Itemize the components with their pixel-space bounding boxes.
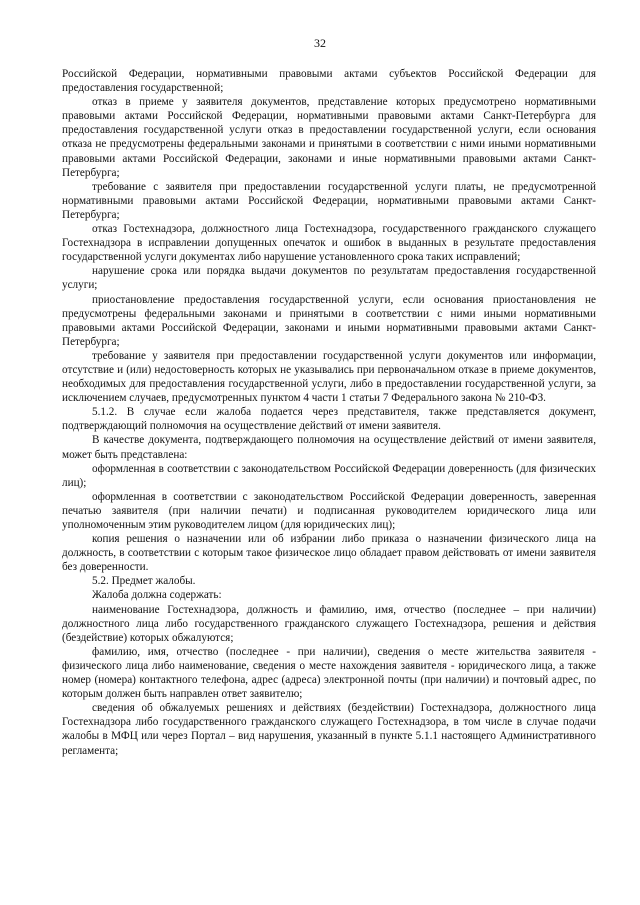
paragraph: копия решения о назначении или об избрании либо приказа о назначении физического лица на должность, в соответствии с которым такое физическое лицо обладает правом действовать от имени заявителя без доверенности.	[62, 533, 596, 574]
section-heading: 5.2. Предмет жалобы.	[92, 575, 196, 588]
paragraph: 5.1.2. В случае если жалоба подается через представителя, также представляется документ, подтверждающий полномочия на осуществление действий от имени заявителя.	[62, 406, 596, 433]
page-number: 32	[314, 36, 326, 50]
document-body	[62, 67, 596, 758]
paragraph: Российской Федерации, нормативными правовыми актами субъектов Российской Федерации для предоставления государственной;	[62, 68, 596, 95]
paragraph: наименование Гостехнадзора, должность и фамилию, имя, отчество (последнее – при наличии) должностного лица либо государственного гражданского служащего Гостехнадзора, решения и действия (бездействие) которых обжалуются;	[62, 603, 596, 644]
paragraph: требование у заявителя при предоставлении государственной услуги документов или информации, отсутствие и (или) недостоверность которых не указывались при первоначальном отказе в приеме документов, необходимых для предоставления государственной услуги, либо в предоставлении государственной услуги, за исключением случаев, предусмотренных пунктом 4 части 1 статьи 7 Федерального закона № 210-ФЗ.	[62, 349, 596, 405]
paragraph: фамилию, имя, отчество (последнее - при наличии), сведения о месте жительства заявителя - физического лица либо наименование, сведения о месте нахождения заявителя - юридического лица, а также номер (номера) контактного телефона, адрес (адреса) электронной почты (при наличии) и почтовый адрес, по которым должен быть направлен ответ заявителю;	[62, 645, 596, 701]
paragraph: оформленная в соответствии с законодательством Российской Федерации доверенность, заверенная печатью заявителя (при наличии печати) и подписанная руководителем юридического лица или уполномоченным этим руководителем лицом (для юридических лиц);	[62, 490, 596, 531]
paragraph: требование с заявителя при предоставлении государственной услуги платы, не предусмотренной нормативными правовыми актами Российской Федерации, нормативными правовыми актами Санкт-Петербурга;	[62, 180, 596, 221]
paragraph: В качестве документа, подтверждающего полномочия на осуществление действий от имени заявителя, может быть представлена:	[62, 434, 596, 461]
paragraph: Жалоба должна содержать:	[92, 589, 222, 602]
paragraph: сведения об обжалуемых решениях и действиях (бездействии) Гостехнадзора, должностного лица Гостехнадзора либо государственного гражданского служащего Гостехнадзора, в том числе в случае подачи жалобы в МФЦ или через Портал – вид нарушения, указанный в пункте 5.1.1 настоящего Административного регламента;	[62, 702, 596, 757]
paragraph: приостановление предоставления государственной услуги, если основания приостановления не предусмотрены федеральными законами и принятыми в соответствии с ними иными нормативными правовыми актами Российской Федерации, законами и иными нормативными правовыми актами Санкт-Петербурга;	[62, 293, 596, 348]
paragraph: отказ Гостехнадзора, должностного лица Гостехнадзора, государственного гражданского служащего Гостехнадзора в исправлении допущенных опечаток и ошибок в выданных в результате предоставления государственной услуги документах либо нарушение установленного срока таких исправлений;	[62, 223, 596, 264]
paragraph: нарушение срока или порядка выдачи документов по результатам предоставления государственной услуги;	[62, 265, 596, 292]
paragraph: оформленная в соответствии с законодательством Российской Федерации доверенность (для физических лиц);	[62, 462, 596, 489]
paragraph: отказ в приеме у заявителя документов, представление которых предусмотрено нормативными правовыми актами Российской Федерации, нормативными правовыми актами Санкт-Петербурга для предоставления государственной услуги отказ в предоставлении государственной услуги, если основания отказа не предусмотрены федеральными законами и принятыми в соответствии с ними иными нормативными правовыми актами Российской Федерации, законами и иные нормативными правовыми актами Санкт-Петербурга;	[62, 96, 596, 179]
